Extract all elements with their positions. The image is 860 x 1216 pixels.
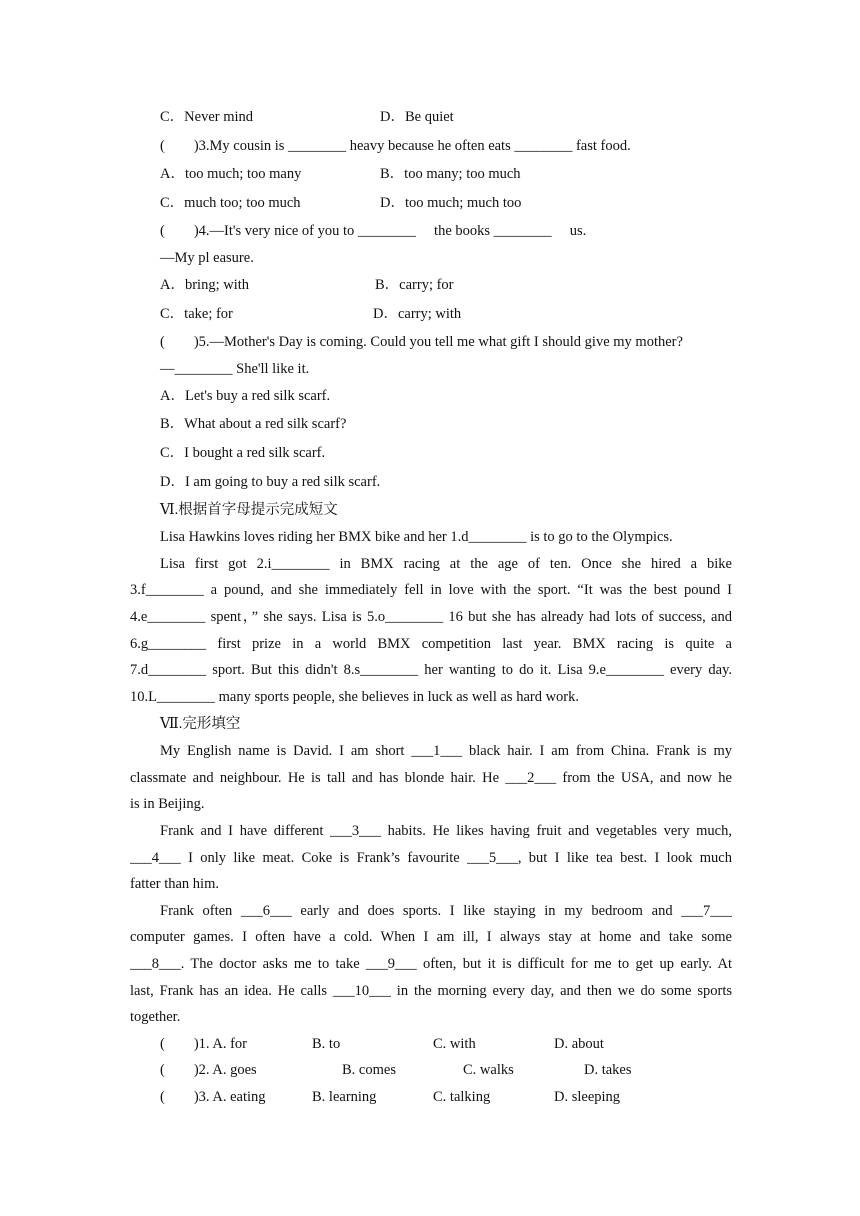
q3-option-b: B．too many; too much [380, 166, 521, 183]
cloze-q2-option-c: C. walks [463, 1062, 514, 1079]
q3-stem: ( )3.My cousin is ________ heavy because he often eats ________ fast food. [160, 137, 631, 154]
q4-stem: ( )4.—It's very nice of you to ________ the books ________ us. [160, 223, 587, 240]
q4-option-c: C．take; for [160, 305, 233, 322]
sec6-line: Lisa Hawkins loves riding her BMX bike and her 1.d________ is to go to the Olympics. [160, 529, 673, 546]
q4-option-a: A．bring; with [160, 276, 250, 293]
cloze-q3-option-c: C. talking [433, 1088, 491, 1105]
sec7-line: ___8___. The doctor asks me to take ___9___ often, but it is difficult for me to get up early. At [130, 956, 732, 973]
cloze-q1-option-c: C. with [433, 1035, 476, 1052]
sec6-line: 6.g________ first prize in a world BMX competition last year. BMX racing is quite a [130, 635, 732, 652]
q5-option-d: D．I am going to buy a red silk scarf. [160, 473, 381, 490]
q3-option-a: A．too much; too many [160, 166, 302, 183]
sec7-line: fatter than him. [130, 876, 219, 893]
cloze-q1-option-b: B. to [312, 1035, 341, 1052]
q3-options-ab [130, 160, 732, 189]
q2-options-cd [130, 103, 732, 132]
cloze-q1-option-d: D. about [554, 1035, 604, 1052]
cloze-question-1 [130, 1031, 732, 1057]
q5-option-c: C．I bought a red silk scarf. [160, 444, 326, 461]
cloze-q2-option-b: B. comes [342, 1062, 396, 1079]
sec7-line: last, Frank has an idea. He calls ___10___ in the morning every day, and then we do some sports [130, 982, 732, 999]
cloze-question-3 [130, 1084, 732, 1110]
q3-options-cd [130, 189, 732, 218]
q4-option-d: D．carry; with [373, 305, 462, 322]
sec7-line: My English name is David. I am short ___1___ black hair. I am from China. Frank is my [160, 743, 732, 760]
q3-option-c: C．much too; too much [160, 194, 301, 211]
sec6-line: 10.L________ many sports people, she believes in luck as well as hard work. [130, 688, 580, 705]
q5-option-a: A．Let's buy a red silk scarf. [160, 387, 331, 404]
cloze-q3-option-a: ( )3. A. eating [160, 1088, 266, 1105]
q3-option-d: D．too much; much too [380, 194, 522, 211]
sec6-line: 3.f________ a pound, and she immediately fell in love with the sport. “It was the best pound I [130, 582, 732, 599]
q5-stem: ( )5.—Mother's Day is coming. Could you tell me what gift I should give my mother? [160, 334, 683, 351]
section-7-title: Ⅶ.完形填空 [160, 716, 241, 733]
cloze-q2-option-a: ( )2. A. goes [160, 1062, 257, 1079]
sec7-line: together. [130, 1009, 181, 1026]
cloze-q1-option-a: ( )1. A. for [160, 1035, 247, 1052]
content-column [130, 103, 732, 1110]
q5-option-b: B．What about a red silk scarf? [160, 416, 347, 433]
cloze-q3-option-b: B. learning [312, 1088, 377, 1105]
sec7-line: Frank and I have different ___3___ habits. He likes having fruit and vegetables very much, [160, 823, 732, 840]
sec6-line: 7.d________ sport. But this didn't 8.s________ her wanting to do it. Lisa 9.e________ every day. [130, 662, 732, 679]
cloze-q3-option-d: D. sleeping [554, 1088, 621, 1105]
sec7-line: is in Beijing. [130, 796, 205, 813]
q4-options-cd [130, 300, 732, 329]
q2-option-d: D．Be quiet [380, 109, 454, 125]
cloze-question-2 [130, 1057, 732, 1083]
sec7-line: classmate and neighbour. He is tall and has blonde hair. He ___2___ from the USA, and now he [130, 769, 732, 786]
cloze-q2-option-d: D. takes [584, 1062, 632, 1079]
sec7-line: Frank often ___6___ early and does sports. I like staying in my bedroom and ___7___ [160, 902, 732, 919]
q4-options-ab [130, 271, 732, 300]
q2-option-c: C．Never mind [160, 109, 254, 125]
sec7-line: ___4___ I only like meat. Coke is Frank’s favourite ___5___, but I like tea best. I look much [130, 849, 732, 866]
section-6-title: Ⅵ.根据首字母提示完成短文 [160, 502, 338, 519]
sec7-line: computer games. I often have a cold. When I am ill, I always stay at home and take some [130, 929, 732, 946]
sec6-line: Lisa first got 2.i________ in BMX racing at the age of ten. Once she hired a bike [160, 555, 732, 572]
q4-reply: —My pl easure. [160, 249, 254, 266]
q4-option-b: B．carry; for [375, 276, 454, 293]
q5-reply: —________ She'll like it. [160, 360, 310, 377]
sec6-line: 4.e________ spent，” she says. Lisa is 5.o________ 16 but she has already had lots of success, and [130, 608, 732, 625]
